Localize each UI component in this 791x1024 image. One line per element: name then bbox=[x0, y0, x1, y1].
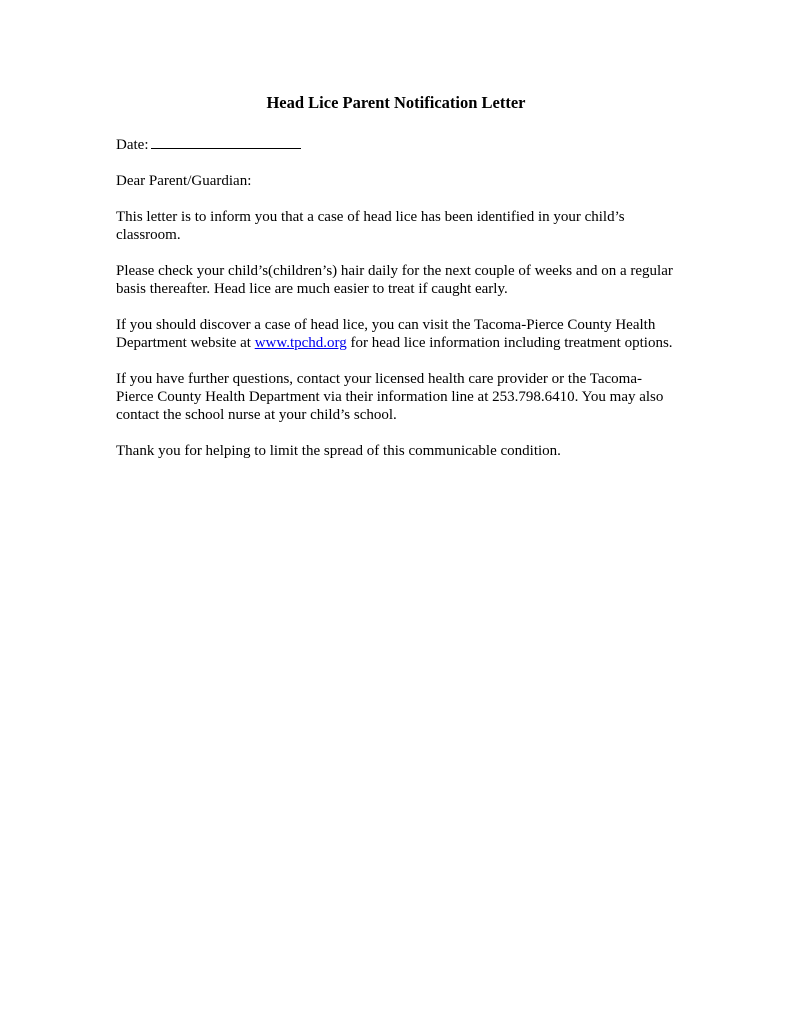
paragraph-website-text-2: for head lice information including treatment options. bbox=[346, 335, 673, 351]
paragraph-further-questions: If you have further questions, contact your licensed health care provider or the Tacoma-Pierce County Health Department via their information line at 253.798.6410. You may also contact the school nurse at your child’s school. bbox=[116, 371, 664, 423]
paragraph-website-text-1: If you should discover a case of head lice, you can visit the Tacoma-Pierce County Health Department website at bbox=[116, 317, 656, 351]
tpchd-website-link[interactable]: www.tpchd.org bbox=[254, 335, 347, 351]
closing-line: Thank you for helping to limit the spread of this communicable condition. bbox=[116, 443, 561, 459]
letter-title: Head Lice Parent Notification Letter bbox=[266, 93, 526, 112]
date-label: Date: bbox=[116, 137, 149, 153]
paragraph-website bbox=[116, 316, 676, 352]
greeting: Dear Parent/Guardian: bbox=[116, 173, 252, 189]
date-blank-field[interactable] bbox=[151, 134, 301, 149]
paragraph-notice: This letter is to inform you that a case of head lice has been identified in your child’s classroom. bbox=[116, 209, 625, 243]
letter-page bbox=[116, 92, 676, 478]
date-line-row bbox=[116, 134, 676, 154]
paragraph-check-hair: Please check your child’s(children’s) hair daily for the next couple of weeks and on a regular basis thereafter. Head lice are much easier to treat if caught early. bbox=[116, 263, 673, 297]
